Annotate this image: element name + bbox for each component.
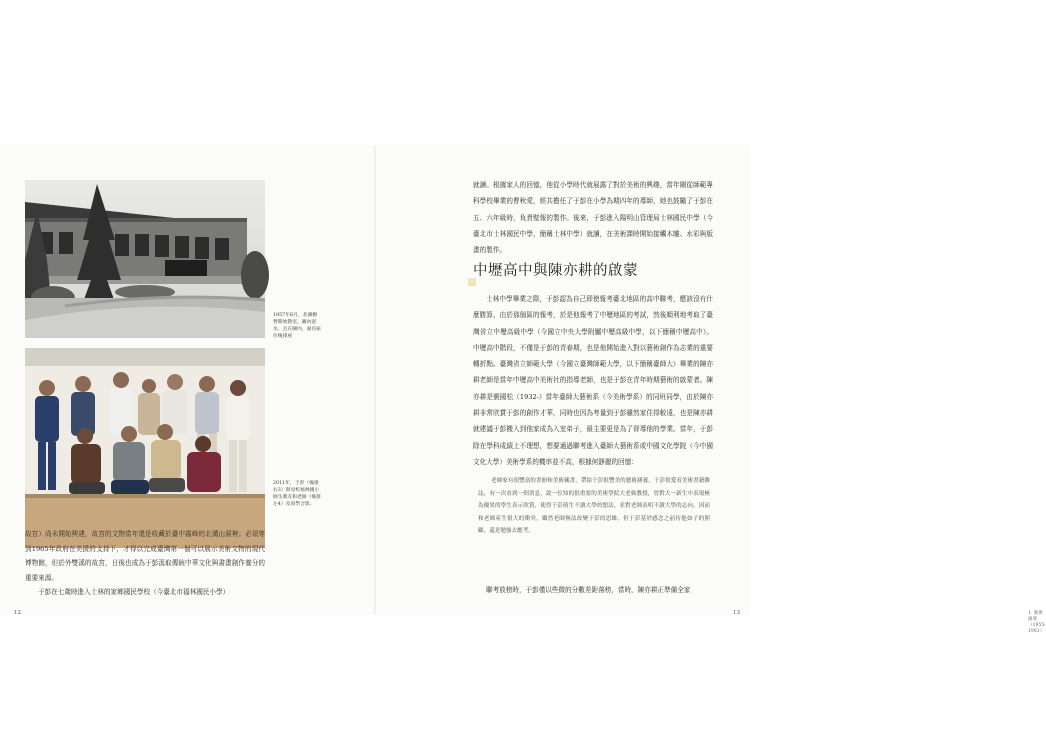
photo-caption-bottom: 2011年，于彭（後排右3）與母校福林國小師生教友和老師（後排左4）及同學合影。: [273, 481, 321, 507]
paragraph: 就讀。根據家人的回憶，他從小學時代就展露了對於美術的興趣，當年剛從師範專科學校畢業的曹秋愛，經共擔任了于彭在小學為期四年的導師，她也鼓勵了于彭在五、六年級時，負責壁報的製作。後來，于彭進入陽明山管理局士林國民中學（今臺北市士林國民中學，簡稱士林中學）就讀，在美術課時開始接觸木雕、水彩與版畫的製作。: [473, 181, 713, 255]
paragraph: 士林中學畢業之際，于彭認為自己即使報考臺北地區的高中聯考，應該沒有什麼勝算，由於那個區的報考，於是他報考了中壢地區的考試，然後順利地考取了臺灣省立中壢高級中學（今國立中央大學附屬中壢高級中學，以下簡稱中壢高中）。中壢高中階段，不僅是于彭的青春期，也是他開始進入對以藝術創作為志業的重要轉折點。臺灣省立師範大學（今國立臺灣師範大學，以下簡稱臺師大）畢業的陳亦耕老師是當年中壢高中美術社的指導老師，也是于彭在青年時期藝術的啟蒙者。陳亦耕是劉國松（1932-）當年臺師大藝術系（今美術學系）的同班同學，由於陳亦耕非常欣賞于彭的創作才華，同時也因為考量到于彭雖然家住得較遠，也是陳亦耕就建議于彭搬入到他家成為入室弟子，最主要更是為了督導他的學業。當年，于彭除在學科成績上不理想，想要通過聯考進入臺師大藝術系或中國文化學院（今中國文化大學）美術學系的機率並不高，根據何靜麗的回憶：: [473, 295, 713, 466]
block-quote: [478, 475, 710, 538]
closing-paragraph: [473, 582, 713, 598]
school-building-photo: [25, 180, 265, 338]
paragraph: 于彭在七歲時進入士林的家鄉國民學校（今臺北市福林國民小學）: [38, 588, 230, 596]
paragraph: 聯考放榜時，于彭僅以些微的分數差距落榜，當時，陳亦耕正準備全家: [486, 586, 691, 594]
group-photo: [25, 348, 265, 548]
left-body-text: [25, 527, 265, 600]
page-number-right: 13: [733, 610, 740, 616]
right-page: [375, 145, 1046, 634]
quote-text: 老師家有很豐富的書冊和美術藏書，帶給于彭很豐美的藝術涵養，于彭很愛看美術書籍雜誌，有一次看到一則消息，說一位知的很重要的美術學院大老級教授，曾對大一新生中表現極為優異的學生表示欣賞，使得于彭萌生不讀大學的想法，並對老師表明不讀大學的志向，因而和老師產生很大的衝突，雖然老師無法改變于彭的思維，但于彭基於感念之前待他如子的照顧，還是勉強去應考。: [478, 478, 710, 534]
book-spread: [0, 145, 1046, 634]
running-head: 1. 藝術啟蒙（1955-1981）: [1028, 611, 1046, 634]
section-heading: 中壢高中與陳亦耕的啟蒙: [473, 263, 638, 279]
intro-paragraph: [473, 177, 713, 258]
left-page: [0, 145, 375, 615]
paragraph: 故宮）尚未開始興建，故宮的文物當年還是收藏於臺中霧峰的北溝山洞裡；必須等到1965年政府在美援的支持下，才得以完成臺灣第一個可以展示美術文物的現代博物館，但於外雙溪的故宮，日後也成為于彭汲取傳統中華文化與書畫創作養分的重要來源。: [25, 530, 265, 582]
photo-caption-top: 1957年6月，北湖樹營開始教室，圖內泥水，且在圖內，面有座位後排座: [273, 313, 321, 339]
page-number-left: 12: [14, 610, 21, 616]
section-paragraph: [473, 291, 713, 470]
